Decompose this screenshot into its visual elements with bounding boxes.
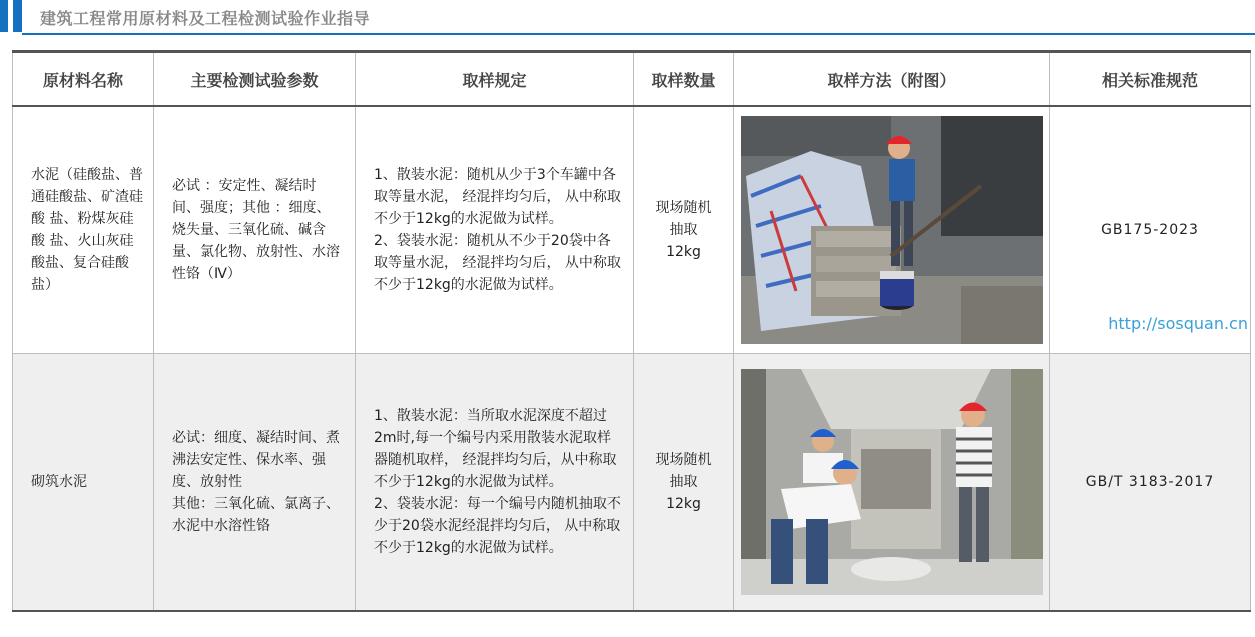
table-header-row [13, 52, 1251, 107]
rules-cell [356, 106, 634, 354]
quantity-line: 现场随机 [655, 452, 712, 468]
title-underline [22, 33, 1255, 35]
header-method: 取样方法（附图） [734, 52, 1050, 107]
params-cell [154, 354, 356, 612]
watermark-link[interactable]: http://sosquan.cn [1108, 314, 1248, 333]
quantity-line: 12kg [666, 244, 701, 260]
header-standard: 相关标准规范 [1050, 52, 1251, 107]
rule-text: 1、散装水泥：当所取水泥深度不超过2m时,每一个编号内采用散装水泥取样器随机取样， 经混拌均匀后，从中称取不少于12kg的水泥做为试样。 [374, 408, 617, 490]
params-cell [154, 106, 356, 354]
rules-cell [356, 354, 634, 612]
method-photo-cell [734, 354, 1050, 612]
header-rules: 取样规定 [356, 52, 634, 107]
params-text: 必试 ：安定性、凝结时间、强度；其他 ：细度、烧失量、三氧化硫、碱含量、氯化物、放射性、水溶性铬（Ⅳ） [172, 178, 340, 282]
rule-text: 2、袋装水泥：随机从不少于20袋中各取等量水泥， 经混拌均匀后， 从中称取不少于12kg的水泥做为试样。 [374, 233, 621, 293]
material-cell: 砌筑水泥 [13, 354, 154, 612]
quantity-line: 12kg [666, 496, 701, 512]
quantity-cell [634, 354, 734, 612]
params-text: 必试：细度、凝结时间、煮沸法安定性、保水率、强度、放射性 [172, 430, 340, 490]
standard-code: GB/T 3183-2017 [1085, 474, 1215, 490]
quantity-line: 现场随机 [655, 200, 712, 216]
rule-text: 2、袋装水泥：每一个编号内随机抽取不少于20袋水泥经混拌均匀后， 从中称取不少于12kg的水泥做为试样。 [374, 496, 621, 556]
standard-cell [1050, 106, 1251, 354]
quantity-line: 抽取 [669, 474, 698, 490]
quantity-cell [634, 106, 734, 354]
photo-masonry-cement-sampling [741, 369, 1043, 595]
rule-text: 1、散装水泥：随机从少于3个车罐中各取等量水泥， 经混拌均匀后， 从中称取不少于12kg的水泥做为试样。 [374, 167, 621, 227]
table-row [13, 106, 1251, 354]
method-photo-cell [734, 106, 1050, 354]
photo-bulk-cement-sampling [741, 116, 1043, 344]
page-title: 建筑工程常用原材料及工程检测试验作业指导 [40, 9, 371, 28]
header-params: 主要检测试验参数 [154, 52, 356, 107]
quantity-line: 抽取 [669, 222, 698, 238]
materials-table [12, 50, 1251, 612]
material-cell: 水泥（硅酸盐、普通硅酸盐、矿渣硅酸 盐、粉煤灰硅酸 盐、火山灰硅酸盐、复合硅酸盐） [13, 106, 154, 354]
standard-cell [1050, 354, 1251, 612]
table-row [13, 354, 1251, 612]
title-bar [0, 0, 1255, 36]
header-material: 原材料名称 [13, 52, 154, 107]
title-accent-block [0, 0, 22, 32]
header-quantity: 取样数量 [634, 52, 734, 107]
params-text: 其他：三氧化硫、氯离子、水泥中水溶性铬 [172, 496, 340, 534]
standard-code: GB175-2023 [1101, 222, 1199, 238]
